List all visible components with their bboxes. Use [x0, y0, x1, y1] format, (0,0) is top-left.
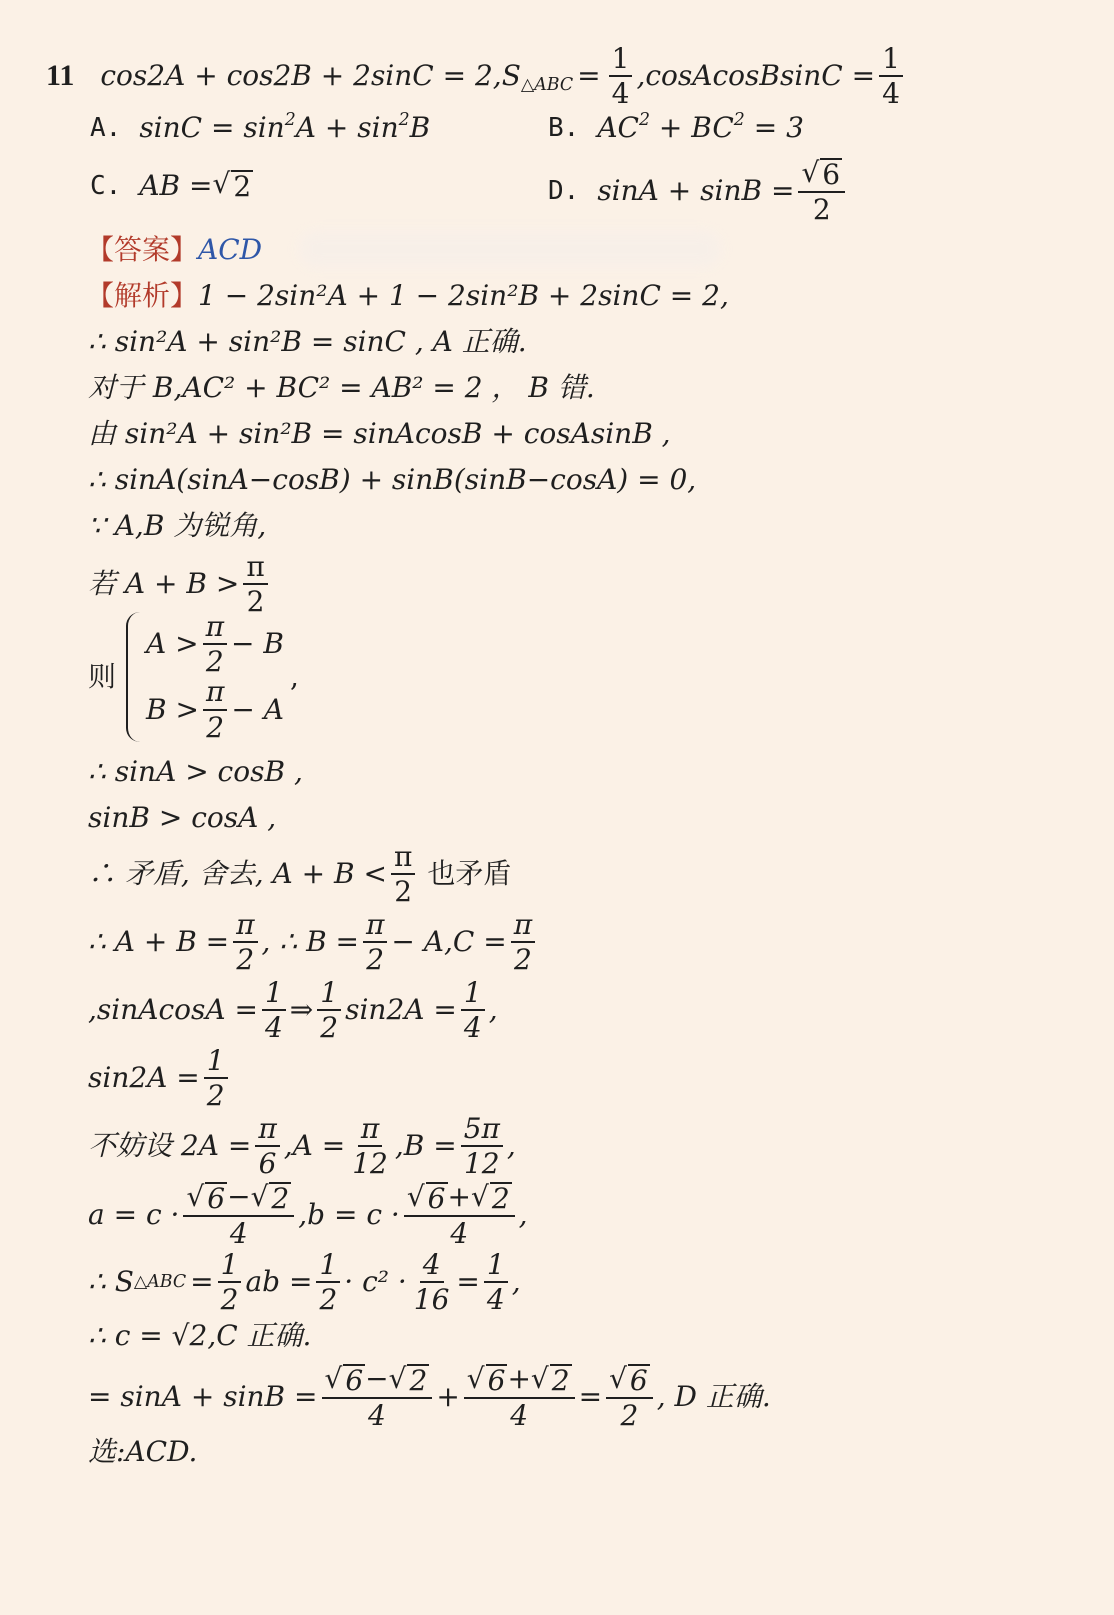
analysis-line-7: 若 A + B > $\frac{\pi}{2}$: [88, 552, 272, 617]
answer-tag: 【答案】: [86, 233, 199, 266]
analysis-line-20: 选:ACD.: [88, 1435, 198, 1468]
analysis-line-6: ∵ A,B 为锐角,: [88, 509, 267, 542]
stem-area: $S_{\triangle ABC}$: [501, 59, 574, 96]
analysis-line-19: = sinA + sinB = √ 6 − √ 2 4 + √ 6 + √ 2 4 = √ 6 2 , D 正确.: [88, 1362, 771, 1433]
analysis-line-12: ∴ A + B = $\frac{\pi}{2}$ , ∴ B = $\frac{\pi}{2}$ − A,C = $\frac{\pi}{2}$: [88, 910, 539, 975]
analysis-line-10: sinB > cosA ,: [88, 801, 277, 834]
analysis-line-9: ∴ sinA > cosB ,: [88, 755, 303, 788]
analysis-line-5: ∴ sinA(sinA−cosB) + sinB(sinB−cosA) = 0,: [88, 463, 697, 496]
stem-fraction-1: $\frac{1}{4}$: [609, 44, 633, 109]
sqrt-2: √ 2: [212, 167, 252, 203]
analysis-line-15: 不妨设 2A = $\frac{\pi}{6}$ ,A = $\frac{\pi}{12}$ ,B = $\frac{5\pi}{12}$ ,: [88, 1112, 516, 1181]
analysis-line-14: sin2A = $\frac{1}{2}$: [88, 1046, 232, 1111]
option-a: A. $\sin C = \sin^2A + \sin^2B$: [90, 109, 431, 144]
answer-line: [86, 233, 263, 266]
inequality-system: A > $\frac{\pi}{2}$ − B B > $\frac{\pi}{2}$ − A: [126, 612, 284, 742]
question-stem: [46, 44, 907, 109]
option-b: B. $AC^2 + BC^2 = 3$: [548, 109, 804, 144]
stem-lhs: cos2A + cos2B + 2sinC = 2,: [100, 59, 502, 93]
stem-fraction-2: $\frac{1}{4}$: [879, 44, 903, 109]
analysis-tag: 【解析】: [86, 279, 199, 312]
stem-mid: ,cosAcosBsinC =: [636, 59, 876, 93]
analysis-line-2: ∴ sin²A + sin²B = sinC , A 正确.: [88, 325, 527, 358]
analysis-line-16: a = c · √ 6 − √ 2 4 ,b = c · √ 6 + √ 2 4 ,: [88, 1180, 528, 1251]
option-c: C. AB = √ 2: [90, 167, 252, 203]
stem-eq: =: [577, 59, 601, 93]
analysis-line-18: ∴ c = √2,C 正确.: [88, 1319, 312, 1352]
analysis-line-13: ,sinAcosA = $\frac{1}{4}$ ⇒ $\frac{1}{2}$ sin2A = $\frac{1}{4}$ ,: [88, 976, 498, 1045]
analysis-line-4: 由 sin²A + sin²B = sinAcosB + cosAsinB ,: [88, 417, 671, 450]
option-d: D. sinA + sinB = √ 6 2: [548, 158, 849, 225]
analysis-line-11: ∴ 矛盾, 舍去, A + B < $\frac{\pi}{2}$ 也矛盾: [88, 840, 512, 909]
blur-smudge: [300, 232, 720, 266]
answer-value: ACD: [198, 233, 263, 266]
question-number: 11: [46, 59, 75, 93]
analysis-system: 则 A > $\frac{\pi}{2}$ − B B > $\frac{\pi}{2}$ − A ,: [88, 610, 299, 744]
analysis-line-3: 对于 B,AC² + BC² = AB² = 2 ， B 错.: [88, 371, 595, 404]
analysis-line-1: 【解析】 1 − 2sin²A + 1 − 2sin²B + 2sinC = 2,: [86, 279, 729, 312]
analysis-line-17: ∴ S △ABC = $\frac{1}{2}$ ab = $\frac{1}{2}$ · c² · $\frac{4}{16}$ = $\frac{1}{4}$ ,: [88, 1248, 521, 1317]
